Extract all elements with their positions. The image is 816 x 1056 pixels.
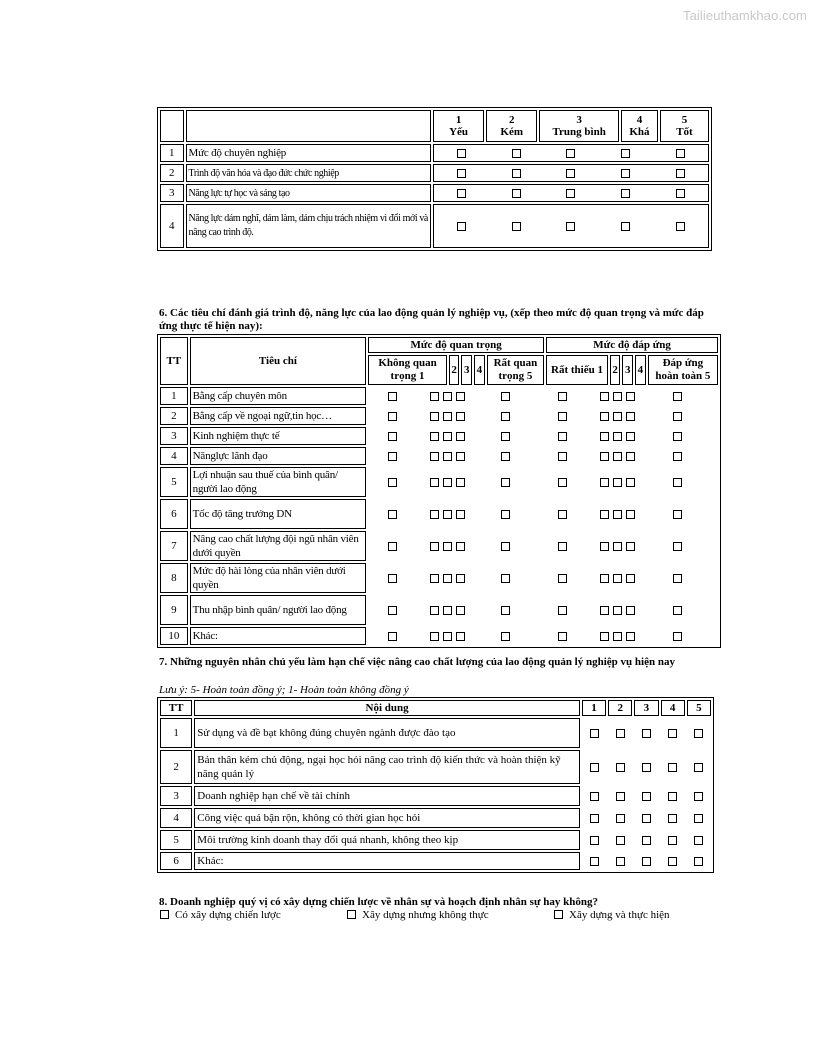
checkbox[interactable] <box>558 412 567 421</box>
checkbox[interactable] <box>501 412 510 421</box>
checkbox[interactable] <box>388 392 397 401</box>
checkbox[interactable] <box>388 632 397 641</box>
checkbox[interactable] <box>554 910 563 919</box>
checkbox[interactable] <box>558 606 567 615</box>
checkbox[interactable] <box>501 510 510 519</box>
checkbox[interactable] <box>590 814 599 823</box>
criterion-label: Mức độ hài lòng của nhân viên dưới quyền <box>190 563 367 593</box>
scale-3: 3 <box>634 700 658 716</box>
row-number: 9 <box>160 595 188 625</box>
cause-label: Sử dụng và đề bạt không đúng chuyên ngành được đào tạo <box>194 718 580 748</box>
section-8-title: 8. Doanh nghiệp quý vị có xây dựng chiến lược về nhân sự và hoạch định nhân sự hay không? <box>159 896 599 908</box>
col-tt: TT <box>160 700 192 716</box>
cause-label: Khác: <box>194 852 580 870</box>
checkbox[interactable] <box>613 432 622 441</box>
checkbox[interactable] <box>558 574 567 583</box>
checkbox[interactable] <box>456 510 465 519</box>
criterion-label: Mức độ chuyên nghiệp <box>186 144 431 162</box>
checkbox[interactable] <box>694 763 703 772</box>
checkbox[interactable] <box>388 574 397 583</box>
table-row <box>160 144 709 162</box>
checkbox[interactable] <box>673 452 682 461</box>
checkbox[interactable] <box>456 574 465 583</box>
res-3: 3 <box>622 355 633 385</box>
checkbox[interactable] <box>616 836 625 845</box>
checkbox[interactable] <box>443 432 452 441</box>
scale-header-3: 3 Trung bình <box>539 110 619 142</box>
checkbox[interactable] <box>600 412 609 421</box>
checkbox[interactable] <box>443 542 452 551</box>
checkbox[interactable] <box>673 432 682 441</box>
imp-4: 4 <box>474 355 485 385</box>
checkbox[interactable] <box>443 606 452 615</box>
checkbox[interactable] <box>388 452 397 461</box>
checkbox[interactable] <box>668 792 677 801</box>
checkbox[interactable] <box>456 542 465 551</box>
col-content: Nội dung <box>194 700 580 716</box>
criterion-label: Kinh nghiệm thực tế <box>190 427 367 445</box>
checkbox[interactable] <box>430 606 439 615</box>
checkbox[interactable] <box>621 222 630 231</box>
cause-label: Công việc quá bận rộn, không có thời gian học hỏi <box>194 808 580 828</box>
checkbox[interactable] <box>512 169 521 178</box>
checkbox[interactable] <box>456 452 465 461</box>
checkbox[interactable] <box>642 792 651 801</box>
checkbox[interactable] <box>501 392 510 401</box>
table-row <box>160 387 718 405</box>
scale-5: 5 <box>687 700 711 716</box>
checkbox[interactable] <box>613 510 622 519</box>
checkbox[interactable] <box>626 452 635 461</box>
checkbox[interactable] <box>668 763 677 772</box>
table-row <box>160 447 718 465</box>
checkbox[interactable] <box>501 478 510 487</box>
checkbox[interactable] <box>457 222 466 231</box>
row-number: 3 <box>160 184 184 202</box>
checkbox[interactable] <box>430 478 439 487</box>
imp-5: Rất quan trọng 5 <box>487 355 544 385</box>
checkbox[interactable] <box>501 432 510 441</box>
criterion-label: Thu nhập bình quân/ người lao động <box>190 595 367 625</box>
option-label: Xây dựng và thực hiện <box>569 909 670 921</box>
checkbox[interactable] <box>590 836 599 845</box>
table-row <box>160 531 718 561</box>
criterion-label: Lợi nhuận sau thuế của bình quân/ người lao động <box>190 467 367 497</box>
checkbox[interactable] <box>347 910 356 919</box>
col-tt: TT <box>160 337 188 385</box>
criterion-label: Năng lực tự học và sáng tạo <box>186 184 431 202</box>
row-number: 6 <box>160 499 188 529</box>
row-number: 7 <box>160 531 188 561</box>
checkbox[interactable] <box>558 478 567 487</box>
group-importance: Mức độ quan trọng <box>368 337 544 353</box>
checkbox[interactable] <box>430 510 439 519</box>
row-number: 5 <box>160 467 188 497</box>
checkbox[interactable] <box>673 542 682 551</box>
checkbox[interactable] <box>600 452 609 461</box>
checkbox[interactable] <box>443 574 452 583</box>
checkbox[interactable] <box>566 149 575 158</box>
checkbox[interactable] <box>673 574 682 583</box>
checkbox[interactable] <box>501 632 510 641</box>
checkbox[interactable] <box>566 222 575 231</box>
checkbox[interactable] <box>456 392 465 401</box>
checkbox[interactable] <box>673 510 682 519</box>
checkbox[interactable] <box>613 452 622 461</box>
res-2: 2 <box>610 355 621 385</box>
table-row <box>160 750 711 784</box>
checkbox[interactable] <box>613 392 622 401</box>
checkbox[interactable] <box>456 632 465 641</box>
checkbox[interactable] <box>613 632 622 641</box>
checkbox[interactable] <box>676 169 685 178</box>
cause-label: Doanh nghiệp hạn chế về tài chính <box>194 786 580 806</box>
res-1: Rất thiếu 1 <box>546 355 608 385</box>
checkbox[interactable] <box>600 432 609 441</box>
checkbox[interactable] <box>676 222 685 231</box>
checkbox[interactable] <box>430 452 439 461</box>
row-number: 4 <box>160 808 192 828</box>
criterion-label: Nănglực lãnh đạo <box>190 447 367 465</box>
table-row <box>160 718 711 748</box>
scale-header-2: 2 Kém <box>486 110 537 142</box>
checkbox[interactable] <box>642 729 651 738</box>
option-1[interactable] <box>160 909 281 921</box>
checkbox[interactable] <box>590 729 599 738</box>
checkbox[interactable] <box>558 632 567 641</box>
checkbox[interactable] <box>673 478 682 487</box>
option-2[interactable] <box>347 909 489 921</box>
checkbox[interactable] <box>512 189 521 198</box>
checkbox[interactable] <box>694 814 703 823</box>
checkbox[interactable] <box>512 149 521 158</box>
checkbox[interactable] <box>673 632 682 641</box>
checkbox[interactable] <box>443 478 452 487</box>
checkbox[interactable] <box>673 392 682 401</box>
table-row <box>160 407 718 425</box>
section-7-title: 7. Những nguyên nhân chủ yếu làm hạn chế việc nâng cao chất lượng của lao động quản lý nghiệp vụ hiện nay <box>159 656 675 668</box>
checkbox[interactable] <box>613 412 622 421</box>
scale-1: 1 <box>582 700 606 716</box>
row-number: 4 <box>160 447 188 465</box>
res-4: 4 <box>635 355 646 385</box>
imp-3: 3 <box>461 355 472 385</box>
checkbox[interactable] <box>457 189 466 198</box>
checkbox[interactable] <box>676 189 685 198</box>
checkbox[interactable] <box>694 836 703 845</box>
checkbox[interactable] <box>626 574 635 583</box>
checkbox[interactable] <box>673 606 682 615</box>
causes-table <box>157 697 714 873</box>
checkbox[interactable] <box>512 222 521 231</box>
checkbox[interactable] <box>600 632 609 641</box>
checkbox[interactable] <box>626 478 635 487</box>
checkbox[interactable] <box>626 392 635 401</box>
checkbox[interactable] <box>642 836 651 845</box>
option-label: Xây dựng nhưng không thực <box>362 909 489 921</box>
checkbox[interactable] <box>456 606 465 615</box>
checkbox[interactable] <box>388 542 397 551</box>
criterion-label: Nâng cao chất lượng đội ngũ nhân viên dưới quyền <box>190 531 367 561</box>
checkbox[interactable] <box>443 392 452 401</box>
checkbox[interactable] <box>388 432 397 441</box>
checkbox[interactable] <box>668 857 677 866</box>
group-response: Mức độ đáp ứng <box>546 337 718 353</box>
checkbox[interactable] <box>668 814 677 823</box>
cause-label: Bản thân kém chủ động, ngại học hỏi nâng cao trình độ kiến thức và hoàn thiện kỹ năng quản lý <box>194 750 580 784</box>
row-number: 2 <box>160 164 184 182</box>
checkbox[interactable] <box>616 792 625 801</box>
scale-header-4: 4 Khá <box>621 110 658 142</box>
row-number: 10 <box>160 627 188 645</box>
checkbox[interactable] <box>621 169 630 178</box>
checkbox[interactable] <box>590 763 599 772</box>
checkbox[interactable] <box>600 542 609 551</box>
table-row <box>160 184 709 202</box>
row-number: 1 <box>160 144 184 162</box>
checkbox[interactable] <box>457 149 466 158</box>
checkbox[interactable] <box>642 857 651 866</box>
table-row <box>160 830 711 850</box>
checkbox[interactable] <box>566 189 575 198</box>
checkbox[interactable] <box>626 606 635 615</box>
checkbox[interactable] <box>621 189 630 198</box>
checkbox[interactable] <box>626 432 635 441</box>
criterion-label: Bằng cấp chuyên môn <box>190 387 367 405</box>
checkbox[interactable] <box>456 478 465 487</box>
checkbox[interactable] <box>566 169 575 178</box>
section-7-note: Lưu ý: 5- Hoàn toàn đồng ý; 1- Hoàn toàn không đồng ý <box>159 684 409 696</box>
col-criteria: Tiêu chí <box>190 337 367 385</box>
criterion-label: Năng lực dám nghĩ, dám làm, dám chịu trách nhiệm vì đổi mới và nâng cao trình độ. <box>186 204 431 248</box>
row-number: 6 <box>160 852 192 870</box>
imp-2: 2 <box>449 355 460 385</box>
table-row <box>160 786 711 806</box>
checkbox[interactable] <box>600 392 609 401</box>
checkbox[interactable] <box>626 632 635 641</box>
checkbox[interactable] <box>673 412 682 421</box>
table-row <box>160 627 718 645</box>
table-row <box>160 595 718 625</box>
row-number: 1 <box>160 718 192 748</box>
checkbox[interactable] <box>694 729 703 738</box>
row-number: 1 <box>160 387 188 405</box>
checkbox[interactable] <box>388 606 397 615</box>
row-number: 4 <box>160 204 184 248</box>
checkbox[interactable] <box>668 729 677 738</box>
table-row <box>160 852 711 870</box>
checkbox[interactable] <box>456 432 465 441</box>
checkbox[interactable] <box>694 857 703 866</box>
checkbox[interactable] <box>430 632 439 641</box>
checkbox[interactable] <box>694 792 703 801</box>
checkbox[interactable] <box>613 574 622 583</box>
checkbox[interactable] <box>501 452 510 461</box>
section-6-title: 6. Các tiêu chí đánh giá trình độ, năng lực của lao động quản lý nghiệp vụ, (xếp theo mức độ quan trọng và mức đáp ứng thực tế hiện nay): <box>159 307 704 332</box>
checkbox[interactable] <box>443 632 452 641</box>
checkbox[interactable] <box>501 542 510 551</box>
checkbox[interactable] <box>430 574 439 583</box>
watermark: Tailieuthamkhao.com <box>682 8 807 23</box>
checkbox[interactable] <box>613 478 622 487</box>
checkbox[interactable] <box>600 510 609 519</box>
checkbox[interactable] <box>558 452 567 461</box>
checkbox[interactable] <box>443 510 452 519</box>
checkbox[interactable] <box>616 814 625 823</box>
checkbox[interactable] <box>388 510 397 519</box>
row-number: 3 <box>160 427 188 445</box>
checkbox[interactable] <box>558 392 567 401</box>
checkbox[interactable] <box>626 542 635 551</box>
table-row <box>160 427 718 445</box>
row-number: 2 <box>160 407 188 425</box>
scale-4: 4 <box>661 700 685 716</box>
checkbox[interactable] <box>430 542 439 551</box>
criterion-label: Tốc độ tăng trưởng DN <box>190 499 367 529</box>
checkbox[interactable] <box>501 606 510 615</box>
checkbox[interactable] <box>621 149 630 158</box>
checkbox[interactable] <box>501 574 510 583</box>
checkbox[interactable] <box>676 149 685 158</box>
checkbox[interactable] <box>430 412 439 421</box>
criterion-label: Trình độ văn hóa và đạo đức chức nghiệp <box>186 164 431 182</box>
imp-1: Không quan trọng 1 <box>368 355 447 385</box>
table-row <box>160 467 718 497</box>
scale-header-5: 5 Tốt <box>660 110 709 142</box>
checkbox[interactable] <box>430 392 439 401</box>
checkbox[interactable] <box>558 510 567 519</box>
checkbox[interactable] <box>642 814 651 823</box>
table-row <box>160 204 709 248</box>
checkbox[interactable] <box>558 542 567 551</box>
row-number: 5 <box>160 830 192 850</box>
checkbox[interactable] <box>430 432 439 441</box>
table-row <box>160 808 711 828</box>
table-row <box>160 164 709 182</box>
table-row <box>160 563 718 593</box>
checkbox[interactable] <box>616 857 625 866</box>
criterion-label: Khác: <box>190 627 367 645</box>
checkbox[interactable] <box>626 412 635 421</box>
checkbox[interactable] <box>600 606 609 615</box>
checkbox[interactable] <box>590 857 599 866</box>
checkbox[interactable] <box>443 412 452 421</box>
checkbox[interactable] <box>613 606 622 615</box>
checkbox[interactable] <box>616 729 625 738</box>
checkbox[interactable] <box>616 763 625 772</box>
checkbox[interactable] <box>457 169 466 178</box>
checkbox[interactable] <box>160 910 169 919</box>
criteria-table <box>157 334 721 648</box>
checkbox[interactable] <box>443 452 452 461</box>
scale-header-1: 1 Yếu <box>433 110 484 142</box>
row-number: 8 <box>160 563 188 593</box>
criterion-label: Bằng cấp về ngoại ngữ,tin học… <box>190 407 367 425</box>
checkbox[interactable] <box>626 510 635 519</box>
checkbox[interactable] <box>668 836 677 845</box>
checkbox[interactable] <box>388 478 397 487</box>
checkbox[interactable] <box>558 432 567 441</box>
cause-label: Môi trường kinh doanh thay đổi quá nhanh, không theo kịp <box>194 830 580 850</box>
checkbox[interactable] <box>388 412 397 421</box>
rating-table <box>157 107 712 251</box>
table-row <box>160 499 718 529</box>
checkbox[interactable] <box>600 574 609 583</box>
row-number: 3 <box>160 786 192 806</box>
checkbox[interactable] <box>642 763 651 772</box>
option-label: Có xây dựng chiến lược <box>175 909 281 921</box>
checkbox[interactable] <box>600 478 609 487</box>
checkbox[interactable] <box>613 542 622 551</box>
checkbox[interactable] <box>456 412 465 421</box>
checkbox[interactable] <box>590 792 599 801</box>
option-3[interactable] <box>554 909 670 921</box>
res-5: Đáp ứng hoàn toàn 5 <box>648 355 718 385</box>
scale-2: 2 <box>608 700 632 716</box>
row-number: 2 <box>160 750 192 784</box>
